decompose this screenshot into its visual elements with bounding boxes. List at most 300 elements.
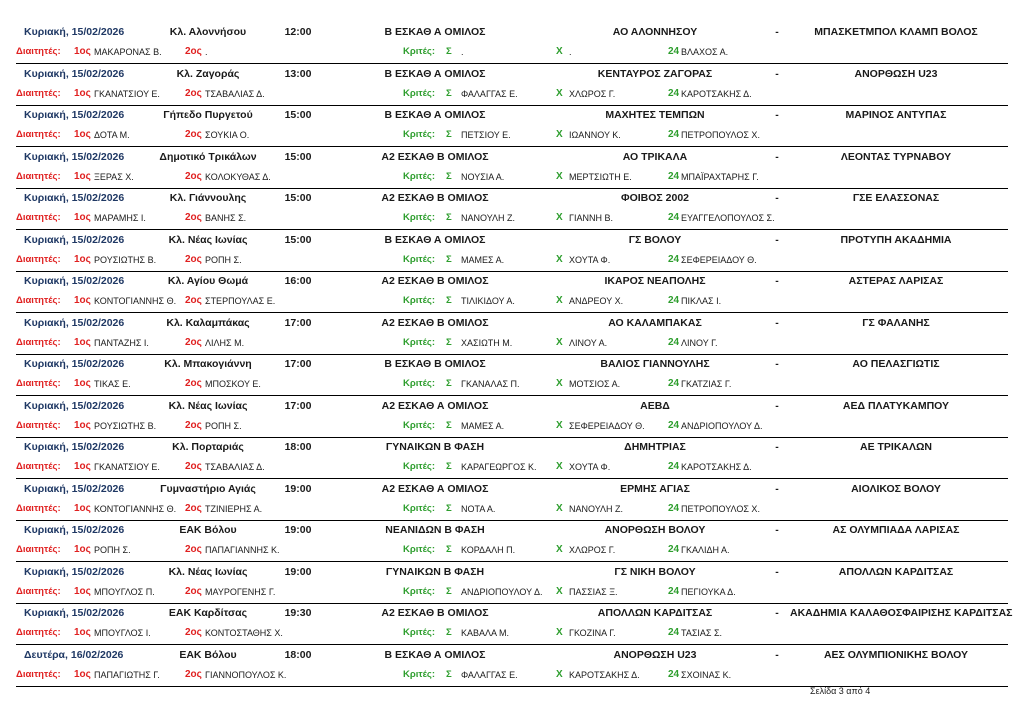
- shot-clock-label: 24: [668, 129, 680, 140]
- game-info-row: [0, 520, 1024, 540]
- second-referee: ΒΑΝΗΣ Σ.: [205, 213, 247, 223]
- referees-label: Διαιτητές:: [16, 502, 61, 514]
- referees-label: Διαιτητές:: [16, 585, 61, 597]
- away-team: ΑΟ ΠΕΛΑΣΓΙΩΤΙΣ: [852, 358, 940, 370]
- first-referee-label: 1ος: [74, 170, 91, 182]
- shot-clock-label: 24: [668, 212, 680, 223]
- game-info-row: [0, 147, 1024, 167]
- second-referee: ΛΙΛΗΣ Μ.: [205, 337, 245, 348]
- timer-label: Χ: [556, 295, 563, 306]
- game-entry: [0, 271, 1024, 313]
- home-team: ΦΟΙΒΟΣ 2002: [620, 192, 690, 204]
- game-venue: ΕΑΚ Βόλου: [179, 524, 237, 536]
- scorer-name: ΦΑΛΑΓΓΑΣ Ε.: [461, 88, 518, 99]
- judges-label: Κριτές:: [403, 461, 436, 472]
- scorer-name: ΝΟΥΣΙΑ Α.: [461, 171, 505, 182]
- game-entry: [0, 562, 1024, 604]
- referees-label: Διαιτητές:: [16, 253, 61, 265]
- game-competition: Β ΕΣΚΑΘ Α ΟΜΙΛΟΣ: [384, 648, 486, 661]
- referees-label: Διαιτητές:: [16, 336, 61, 348]
- scorer-label: Σ: [446, 585, 452, 597]
- team-separator: -: [775, 233, 779, 246]
- scorer-name: ΝΑΝΟΥΛΗ Ζ.: [461, 213, 516, 223]
- shot-clock-label: 24: [668, 627, 680, 638]
- shot-clock-operator: ΒΛΑΧΟΣ Α.: [681, 47, 729, 57]
- game-time: 15:00: [284, 233, 312, 246]
- game-competition: Β ΕΣΚΑΘ Α ΟΜΙΛΟΣ: [384, 233, 486, 246]
- officials-row: [0, 250, 1024, 270]
- game-entry: [0, 354, 1024, 396]
- judges-label: Κριτές:: [403, 544, 436, 555]
- judges-label: Κριτές:: [403, 253, 436, 265]
- judges-label: Κριτές:: [403, 46, 436, 57]
- game-date: Κυριακή, 15/02/2026: [24, 316, 125, 329]
- first-referee: ΚΟΝΤΟΓΙΑΝΝΗΣ Θ.: [94, 503, 177, 514]
- shot-clock-operator: ΠΕΓΙΟΥΚΑ Δ.: [681, 586, 736, 597]
- game-info-row: [0, 22, 1024, 42]
- team-separator: -: [775, 192, 779, 204]
- shot-clock-label: 24: [668, 461, 680, 472]
- first-referee: ΤΙΚΑΣ Ε.: [94, 379, 131, 389]
- shot-clock-operator: ΕΥΑΓΓΕΛΟΠΟΥΛΟΣ Σ.: [681, 213, 775, 223]
- second-referee: ΡΟΠΗ Σ.: [205, 254, 242, 265]
- game-venue: Δημοτικό Τρικάλων: [159, 150, 257, 163]
- game-time: 19:30: [284, 607, 312, 619]
- first-referee: ΜΑΡΑΜΗΣ Ι.: [94, 213, 146, 223]
- shot-clock-operator: ΤΑΣΙΑΣ Σ.: [681, 628, 723, 638]
- shot-clock-label: 24: [668, 668, 680, 680]
- shot-clock-operator: ΠΕΤΡΟΠΟΥΛΟΣ Χ.: [681, 503, 760, 514]
- timer-name: ΛΙΝΟΥ Α.: [569, 337, 608, 348]
- game-venue: ΕΑΚ Καρδίτσας: [168, 607, 248, 619]
- game-info-row: [0, 64, 1024, 84]
- team-separator: -: [775, 648, 779, 661]
- judges-label: Κριτές:: [403, 295, 436, 306]
- team-separator: -: [775, 399, 779, 412]
- game-date: Κυριακή, 15/02/2026: [24, 109, 125, 121]
- first-referee-label: 1ος: [74, 129, 91, 140]
- scorer-name: ΜΑΜΕΣ Α.: [461, 254, 505, 265]
- shot-clock-operator: ΚΑΡΟΤΣΑΚΗΣ Δ.: [681, 88, 752, 99]
- home-team: ΑΝΟΡΘΩΣΗ ΒΟΛΟΥ: [604, 524, 706, 536]
- away-team: ΑΣ ΟΛΥΜΠΙΑΔΑ ΛΑΡΙΣΑΣ: [832, 524, 960, 536]
- officials-row: [0, 623, 1024, 643]
- referees-label: Διαιτητές:: [16, 461, 61, 472]
- home-team: ΚΕΝΤΑΥΡΟΣ ΖΑΓΟΡΑΣ: [597, 67, 713, 80]
- game-venue: Κλ. Γιάννουλης: [169, 192, 247, 204]
- game-info-row: [0, 645, 1024, 665]
- game-time: 15:00: [284, 192, 312, 204]
- officials-row: [0, 167, 1024, 187]
- timer-name: .: [569, 47, 572, 57]
- away-team: ΑΝΟΡΘΩΣΗ U23: [854, 67, 938, 80]
- judges-label: Κριτές:: [403, 627, 436, 638]
- game-time: 18:00: [284, 648, 312, 661]
- home-team: ΑΝΟΡΘΩΣΗ U23: [613, 648, 697, 661]
- timer-name: ΓΙΑΝΝΗ Β.: [569, 213, 613, 223]
- judges-label: Κριτές:: [403, 336, 436, 348]
- timer-name: ΚΑΡΟΤΣΑΚΗΣ Δ.: [569, 669, 640, 680]
- second-referee: ΤΖΙΝΙΕΡΗΣ Α.: [205, 503, 263, 514]
- team-separator: -: [775, 524, 779, 536]
- timer-name: ΝΑΝΟΥΛΗ Ζ.: [569, 503, 624, 514]
- game-time: 17:00: [284, 358, 312, 370]
- home-team: ΑΕΒΔ: [640, 399, 670, 412]
- scorer-label: Σ: [446, 170, 452, 182]
- away-team: ΑΣΤΕΡΑΣ ΛΑΡΙΣΑΣ: [848, 275, 944, 287]
- second-referee-label: 2ος: [185, 378, 202, 389]
- game-date: Κυριακή, 15/02/2026: [24, 275, 125, 287]
- game-info-row: [0, 437, 1024, 457]
- timer-name: ΧΟΥΤΑ Φ.: [569, 462, 611, 472]
- game-info-row: [0, 479, 1024, 499]
- home-team: ΕΡΜΗΣ ΑΓΙΑΣ: [620, 482, 690, 495]
- game-venue: Κλ. Νέας Ιωνίας: [168, 233, 248, 246]
- referees-label: Διαιτητές:: [16, 87, 61, 99]
- first-referee: ΓΚΑΝΑΤΣΙΟΥ Ε.: [94, 88, 160, 99]
- timer-name: ΧΛΩΡΟΣ Γ.: [569, 545, 616, 555]
- second-referee: ΤΣΑΒΑΛΙΑΣ Δ.: [205, 88, 265, 99]
- second-referee-label: 2ος: [185, 46, 202, 57]
- referees-label: Διαιτητές:: [16, 295, 61, 306]
- first-referee: ΔΟΤΑ Μ.: [94, 130, 130, 140]
- scorer-name: ΚΟΡΔΑΛΗ Π.: [461, 545, 516, 555]
- away-team: ΑΕΔ ΠΛΑΤΥΚΑΜΠΟΥ: [842, 399, 950, 412]
- timer-label: Χ: [556, 627, 563, 638]
- scorer-label: Σ: [446, 295, 452, 306]
- shot-clock-operator: ΓΚΑΛΙΔΗ Α.: [681, 545, 730, 555]
- game-venue: Κλ. Αλοννήσου: [169, 26, 247, 38]
- timer-name: ΙΩΑΝΝΟΥ Κ.: [569, 130, 621, 140]
- referees-label: Διαιτητές:: [16, 212, 61, 223]
- second-referee: ΣΤΕΡΠΟΥΛΑΣ Ε.: [205, 296, 276, 306]
- shot-clock-operator: ΠΕΤΡΟΠΟΥΛΟΣ Χ.: [681, 130, 760, 140]
- game-date: Κυριακή, 15/02/2026: [24, 524, 125, 536]
- officials-row: [0, 374, 1024, 394]
- second-referee: ΠΑΠΑΓΙΑΝΝΗΣ Κ.: [205, 545, 280, 555]
- second-referee: ΚΟΛΟΚΥΘΑΣ Δ.: [205, 171, 271, 182]
- game-date: Κυριακή, 15/02/2026: [24, 482, 125, 495]
- away-team: ΑΕ ΤΡΙΚΑΛΩΝ: [859, 441, 932, 453]
- scorer-label: Σ: [446, 87, 452, 99]
- home-team: ΙΚΑΡΟΣ ΝΕΑΠΟΛΗΣ: [604, 275, 706, 287]
- shot-clock-label: 24: [668, 502, 680, 514]
- game-date: Δευτέρα, 16/02/2026: [24, 648, 124, 661]
- game-info-row: [0, 230, 1024, 250]
- game-entry: [0, 437, 1024, 479]
- team-separator: -: [775, 565, 779, 578]
- game-date: Κυριακή, 15/02/2026: [24, 150, 125, 163]
- referees-label: Διαιτητές:: [16, 46, 61, 57]
- game-competition: Β ΕΣΚΑΘ Α ΟΜΙΛΟΣ: [384, 67, 486, 80]
- home-team: ΓΣ ΒΟΛΟΥ: [628, 233, 682, 246]
- team-separator: -: [775, 150, 779, 163]
- shot-clock-label: 24: [668, 585, 680, 597]
- away-team: ΜΠΑΣΚΕΤΜΠΟΛ ΚΛΑΜΠ ΒΟΛΟΣ: [814, 26, 978, 38]
- away-team: ΑΕΣ ΟΛΥΜΠΙΟΝΙΚΗΣ ΒΟΛΟΥ: [823, 648, 969, 661]
- game-entry: [0, 645, 1024, 687]
- game-entry: [0, 479, 1024, 521]
- second-referee: ΜΠΟΣΚΟΥ Ε.: [205, 379, 261, 389]
- judges-label: Κριτές:: [403, 502, 436, 514]
- judges-label: Κριτές:: [403, 585, 436, 597]
- game-competition: Β ΕΣΚΑΘ Α ΟΜΙΛΟΣ: [384, 26, 486, 38]
- second-referee-label: 2ος: [185, 461, 202, 472]
- officials-row: [0, 208, 1024, 228]
- second-referee-label: 2ος: [185, 502, 202, 514]
- game-date: Κυριακή, 15/02/2026: [24, 399, 125, 412]
- game-venue: Γυμναστήριο Αγιάς: [160, 482, 256, 495]
- game-info-row: [0, 313, 1024, 333]
- game-venue: Κλ. Νέας Ιωνίας: [168, 399, 248, 412]
- home-team: ΑΠΟΛΛΩΝ ΚΑΡΔΙΤΣΑΣ: [597, 607, 713, 619]
- referees-label: Διαιτητές:: [16, 129, 61, 140]
- referees-label: Διαιτητές:: [16, 627, 61, 638]
- scorer-name: ΚΑΒΑΛΑ Μ.: [461, 628, 510, 638]
- shot-clock-operator: ΜΠΑΪΡΑΧΤΑΡΗΣ Γ.: [681, 171, 759, 182]
- game-competition: Α2 ΕΣΚΑΘ Β ΟΜΙΛΟΣ: [381, 275, 489, 287]
- away-team: ΓΣΕ ΕΛΑΣΣΟΝΑΣ: [852, 192, 940, 204]
- game-venue: ΕΑΚ Βόλου: [179, 648, 237, 661]
- second-referee: .: [205, 47, 208, 57]
- home-team: ΓΣ ΝΙΚΗ ΒΟΛΟΥ: [614, 565, 696, 578]
- officials-row: [0, 125, 1024, 145]
- game-venue: Κλ. Μπακογιάννη: [164, 358, 252, 370]
- game-competition: Α2 ΕΣΚΑΘ Α ΟΜΙΛΟΣ: [381, 482, 489, 495]
- second-referee-label: 2ος: [185, 87, 202, 99]
- scorer-label: Σ: [446, 544, 452, 555]
- game-date: Κυριακή, 15/02/2026: [24, 358, 125, 370]
- judges-label: Κριτές:: [403, 212, 436, 223]
- game-entry: [0, 22, 1024, 64]
- second-referee: ΜΑΥΡΟΓΕΝΗΣ Γ.: [205, 586, 276, 597]
- game-info-row: [0, 354, 1024, 374]
- game-competition: Β ΕΣΚΑΘ Β ΟΜΙΛΟΣ: [384, 358, 486, 370]
- judges-label: Κριτές:: [403, 129, 436, 140]
- game-venue: Κλ. Πορταριάς: [172, 441, 244, 453]
- game-competition: Α2 ΕΣΚΑΘ Β ΟΜΙΛΟΣ: [381, 607, 489, 619]
- first-referee-label: 1ος: [74, 87, 91, 99]
- shot-clock-label: 24: [668, 87, 680, 99]
- first-referee: ΠΑΠΑΓΙΩΤΗΣ Γ.: [94, 669, 160, 680]
- officials-row: [0, 582, 1024, 602]
- scorer-label: Σ: [446, 627, 452, 638]
- game-date: Κυριακή, 15/02/2026: [24, 67, 125, 80]
- shot-clock-label: 24: [668, 295, 680, 306]
- home-team: ΜΑΧΗΤΕΣ ΤΕΜΠΩΝ: [605, 109, 705, 121]
- referees-label: Διαιτητές:: [16, 544, 61, 555]
- scorer-name: ΓΚΑΝΑΛΑΣ Π.: [461, 379, 520, 389]
- shot-clock-label: 24: [668, 378, 680, 389]
- away-team: ΛΕΟΝΤΑΣ ΤΥΡΝΑΒΟΥ: [840, 150, 952, 163]
- timer-name: ΜΕΡΤΣΙΩΤΗ Ε.: [569, 171, 632, 182]
- first-referee: ΚΟΝΤΟΓΙΑΝΝΗΣ Θ.: [94, 296, 177, 306]
- first-referee-label: 1ος: [74, 378, 91, 389]
- first-referee: ΠΑΝΤΑΖΗΣ Ι.: [94, 337, 149, 348]
- game-info-row: [0, 603, 1024, 623]
- game-date: Κυριακή, 15/02/2026: [24, 441, 125, 453]
- shot-clock-label: 24: [668, 170, 680, 182]
- timer-name: ΓΚΟΖΙΝΑ Γ.: [569, 628, 616, 638]
- home-team: ΑΟ ΑΛΟΝΝΗΣΟΥ: [612, 26, 698, 38]
- timer-name: ΠΑΣΣΙΑΣ Ξ.: [569, 586, 618, 597]
- first-referee: ΡΟΥΣΙΩΤΗΣ Β.: [94, 420, 157, 431]
- game-venue: Κλ. Αγίου Θωμά: [167, 275, 249, 287]
- game-time: 17:00: [284, 316, 312, 329]
- game-time: 19:00: [284, 524, 312, 536]
- game-time: 18:00: [284, 441, 312, 453]
- officials-row: [0, 540, 1024, 560]
- game-entry: [0, 396, 1024, 438]
- shot-clock-operator: ΓΚΑΤΖΙΑΣ Γ.: [681, 379, 732, 389]
- judges-label: Κριτές:: [403, 378, 436, 389]
- scorer-name: ΝΟΤΑ Α.: [461, 503, 496, 514]
- team-separator: -: [775, 275, 779, 287]
- away-team: ΜΑΡΙΝΟΣ ΑΝΤΥΠΑΣ: [845, 109, 947, 121]
- game-competition: Α2 ΕΣΚΑΘ Β ΟΜΙΛΟΣ: [381, 192, 489, 204]
- away-team: ΠΡΟΤΥΠΗ ΑΚΑΔΗΜΙΑ: [840, 233, 952, 246]
- scorer-label: Σ: [446, 668, 452, 680]
- second-referee-label: 2ος: [185, 668, 202, 680]
- game-time: 13:00: [284, 67, 312, 80]
- team-separator: -: [775, 67, 779, 80]
- game-info-row: [0, 562, 1024, 582]
- shot-clock-label: 24: [668, 419, 680, 431]
- second-referee-label: 2ος: [185, 627, 202, 638]
- team-separator: -: [775, 26, 779, 38]
- scorer-label: Σ: [446, 461, 452, 472]
- timer-label: Χ: [556, 336, 563, 348]
- game-competition: ΓΥΝΑΙΚΩΝ Β ΦΑΣΗ: [385, 441, 485, 453]
- first-referee-label: 1ος: [74, 336, 91, 348]
- referees-label: Διαιτητές:: [16, 378, 61, 389]
- first-referee-label: 1ος: [74, 419, 91, 431]
- timer-label: Χ: [556, 212, 563, 223]
- scorer-label: Σ: [446, 46, 452, 57]
- referees-label: Διαιτητές:: [16, 668, 61, 680]
- home-team: ΑΟ ΚΑΛΑΜΠΑΚΑΣ: [608, 316, 702, 329]
- game-time: 12:00: [284, 26, 312, 38]
- timer-name: ΜΟΤΣΙΟΣ Α.: [569, 379, 621, 389]
- shot-clock-operator: ΚΑΡΟΤΣΑΚΗΣ Δ.: [681, 462, 752, 472]
- first-referee: ΓΚΑΝΑΤΣΙΟΥ Ε.: [94, 462, 160, 472]
- judges-label: Κριτές:: [403, 668, 436, 680]
- team-separator: -: [775, 109, 779, 121]
- team-separator: -: [775, 607, 779, 619]
- page-number: Σελίδα 3 από 4: [810, 686, 871, 696]
- second-referee-label: 2ος: [185, 585, 202, 597]
- game-entry: [0, 188, 1024, 230]
- shot-clock-operator: ΠΙΚΛΑΣ Ι.: [681, 296, 722, 306]
- referees-label: Διαιτητές:: [16, 419, 61, 431]
- away-team: ΑΠΟΛΛΩΝ ΚΑΡΔΙΤΣΑΣ: [838, 565, 954, 578]
- game-date: Κυριακή, 15/02/2026: [24, 192, 125, 204]
- shot-clock-label: 24: [668, 253, 680, 265]
- game-time: 16:00: [284, 275, 312, 287]
- first-referee: ΜΠΟΥΓΛΟΣ Ι.: [94, 628, 151, 638]
- game-competition: ΝΕΑΝΙΔΩΝ Β ΦΑΣΗ: [385, 524, 485, 536]
- home-team: ΔΗΜΗΤΡΙΑΣ: [624, 441, 686, 453]
- timer-name: ΣΕΦΕΡΕΙΑΔΟΥ Θ.: [569, 420, 645, 431]
- game-entry: [0, 313, 1024, 355]
- game-time: 15:00: [284, 150, 312, 163]
- game-date: Κυριακή, 15/02/2026: [24, 607, 125, 619]
- shot-clock-operator: ΑΝΔΡΙΟΠΟΥΛΟΥ Δ.: [681, 420, 763, 431]
- game-entry: [0, 603, 1024, 645]
- scorer-label: Σ: [446, 129, 452, 140]
- timer-label: Χ: [556, 87, 563, 99]
- first-referee-label: 1ος: [74, 502, 91, 514]
- scorer-name: ΤΙΛΙΚΙΔΟΥ Α.: [461, 296, 515, 306]
- shot-clock-operator: ΛΙΝΟΥ Γ.: [681, 337, 718, 348]
- timer-label: Χ: [556, 502, 563, 514]
- officials-row: [0, 499, 1024, 519]
- second-referee-label: 2ος: [185, 253, 202, 265]
- second-referee: ΣΟΥΚΙΑ Ο.: [205, 130, 250, 140]
- game-time: 19:00: [284, 565, 312, 578]
- scorer-label: Σ: [446, 253, 452, 265]
- scorer-name: ΧΑΣΙΩΤΗ Μ.: [461, 337, 513, 348]
- game-venue: Κλ. Νέας Ιωνίας: [168, 565, 248, 578]
- team-separator: -: [775, 358, 779, 370]
- timer-label: Χ: [556, 461, 563, 472]
- second-referee-label: 2ος: [185, 129, 202, 140]
- team-separator: -: [775, 482, 779, 495]
- first-referee-label: 1ος: [74, 544, 91, 555]
- officials-row: [0, 416, 1024, 436]
- referees-label: Διαιτητές:: [16, 170, 61, 182]
- timer-name: ΧΛΩΡΟΣ Γ.: [569, 88, 616, 99]
- team-separator: -: [775, 316, 779, 329]
- second-referee: ΡΟΠΗ Σ.: [205, 420, 242, 431]
- first-referee-label: 1ος: [74, 212, 91, 223]
- scorer-label: Σ: [446, 336, 452, 348]
- first-referee-label: 1ος: [74, 295, 91, 306]
- first-referee-label: 1ος: [74, 668, 91, 680]
- game-date: Κυριακή, 15/02/2026: [24, 26, 125, 38]
- officials-row: [0, 457, 1024, 477]
- first-referee-label: 1ος: [74, 253, 91, 265]
- first-referee: ΜΑΚΑΡΟΝΑΣ Β.: [94, 47, 162, 57]
- first-referee-label: 1ος: [74, 627, 91, 638]
- timer-name: ΧΟΥΤΑ Φ.: [569, 254, 611, 265]
- judges-label: Κριτές:: [403, 170, 436, 182]
- game-venue: Κλ. Καλαμπάκας: [166, 316, 250, 329]
- second-referee-label: 2ος: [185, 170, 202, 182]
- game-time: 19:00: [284, 482, 312, 495]
- game-date: Κυριακή, 15/02/2026: [24, 565, 125, 578]
- timer-label: Χ: [556, 129, 563, 140]
- scorer-name: ΦΑΛΑΓΓΑΣ Ε.: [461, 669, 518, 680]
- game-entry: [0, 230, 1024, 272]
- home-team: ΒΑΛΙΟΣ ΓΙΑΝΝΟΥΛΗΣ: [600, 358, 710, 370]
- game-time: 17:00: [284, 399, 312, 412]
- scorer-label: Σ: [446, 378, 452, 389]
- away-team: ΓΣ ΦΑΛΑΝΗΣ: [862, 316, 930, 329]
- timer-label: Χ: [556, 544, 563, 555]
- timer-label: Χ: [556, 378, 563, 389]
- judges-label: Κριτές:: [403, 419, 436, 431]
- game-competition: Α2 ΕΣΚΑΘ Β ΟΜΙΛΟΣ: [381, 150, 489, 163]
- shot-clock-label: 24: [668, 336, 680, 348]
- game-competition: Α2 ΕΣΚΑΘ Α ΟΜΙΛΟΣ: [381, 399, 489, 412]
- second-referee: ΤΣΑΒΑΛΙΑΣ Δ.: [205, 462, 265, 472]
- away-team: ΑΙΟΛΙΚΟΣ ΒΟΛΟΥ: [851, 482, 941, 495]
- second-referee-label: 2ος: [185, 544, 202, 555]
- home-team: ΑΟ ΤΡΙΚΑΛΑ: [622, 150, 688, 163]
- game-venue: Κλ. Ζαγοράς: [176, 67, 240, 80]
- timer-name: ΑΝΔΡΕΟΥ Χ.: [569, 296, 624, 306]
